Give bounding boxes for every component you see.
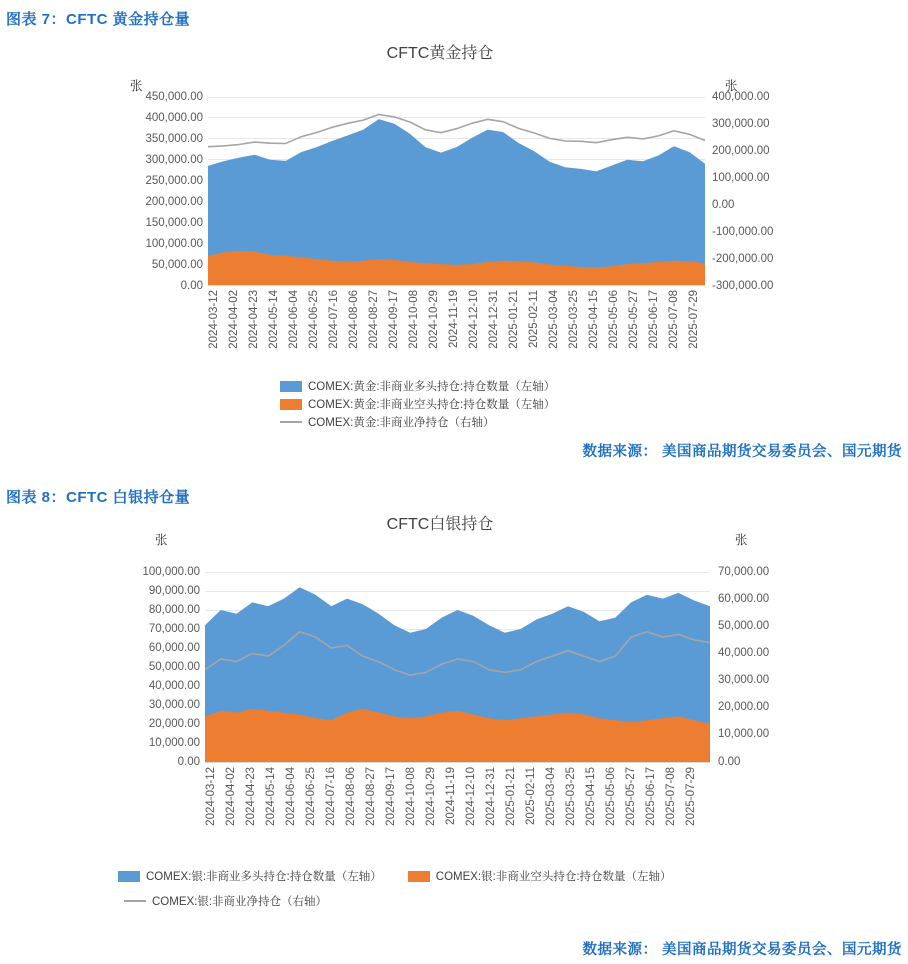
- x-tick: 2024-12-31: [488, 290, 500, 349]
- legend-swatch-long-icon: [118, 871, 140, 882]
- y-tick-left: 0.00: [180, 280, 203, 292]
- legend-swatch-long-icon: [280, 381, 302, 392]
- y-tick-right: -200,000.00: [712, 253, 774, 265]
- y-tick-right: 300,000.00: [712, 118, 770, 130]
- y-tick-left: 350,000.00: [145, 133, 203, 145]
- legend-item[interactable]: [118, 868, 382, 884]
- y-tick-left: 40,000.00: [148, 680, 200, 692]
- y-tick-right: 60,000.00: [718, 593, 770, 605]
- x-tick: 2025-06-17: [648, 290, 660, 349]
- x-tick: 2024-06-04: [288, 290, 300, 349]
- axis-baseline: [208, 285, 705, 286]
- x-tick: 2024-06-25: [305, 767, 317, 826]
- x-tick: 2025-03-25: [568, 290, 580, 349]
- y-tick-right: 50,000.00: [718, 620, 770, 632]
- x-tick: 2025-04-15: [588, 290, 600, 349]
- y-tick-right: -100,000.00: [712, 226, 774, 238]
- x-tick: 2024-09-17: [385, 767, 397, 826]
- gold-legend: [280, 378, 555, 430]
- x-tick: 2024-11-19: [448, 290, 460, 348]
- gold-plot-area: [0, 34, 908, 424]
- legend-label: COMEX:银:非商业多头持仓:持仓数量（左轴）: [146, 871, 382, 883]
- y-tick-right: 40,000.00: [718, 647, 770, 659]
- x-tick: 2025-07-08: [668, 290, 680, 349]
- x-tick: 2024-04-02: [225, 767, 237, 826]
- silver-legend: [118, 868, 798, 909]
- x-tick: 2025-05-06: [605, 767, 617, 826]
- x-tick: 2024-03-12: [208, 290, 220, 349]
- silver-right-axis-unit: 张: [735, 533, 748, 547]
- x-tick: 2025-07-08: [665, 767, 677, 826]
- x-tick: 2024-10-29: [428, 290, 440, 349]
- y-tick-left: 250,000.00: [145, 175, 203, 187]
- x-tick: 2025-01-21: [505, 767, 517, 826]
- legend-item[interactable]: [280, 378, 555, 394]
- y-tick-right: 400,000.00: [712, 91, 770, 103]
- silver-left-axis-unit: 张: [155, 533, 168, 547]
- chart-gold-cftc: [0, 34, 908, 429]
- legend-swatch-net-icon: [124, 900, 146, 902]
- legend-item[interactable]: [124, 893, 798, 909]
- x-tick: 2025-01-21: [508, 290, 520, 349]
- y-tick-left: 50,000.00: [151, 259, 203, 271]
- silver-chart-title: CFTC白银持仓: [386, 516, 494, 533]
- x-tick: 2025-05-27: [628, 290, 640, 349]
- x-tick: 2024-10-08: [405, 767, 417, 826]
- x-tick: 2024-04-02: [228, 290, 240, 349]
- x-tick: 2024-05-14: [268, 290, 280, 349]
- figure-8-caption: 图表 8：CFTC 白银持仓量: [6, 489, 191, 506]
- y-tick-left: 100,000.00: [142, 566, 200, 578]
- axis-baseline: [205, 762, 710, 763]
- y-tick-left: 400,000.00: [145, 112, 203, 124]
- x-tick: 2024-05-14: [265, 767, 277, 826]
- x-tick: 2025-05-27: [625, 767, 637, 826]
- x-tick: 2024-03-12: [205, 767, 217, 826]
- gold-chart-title: CFTC黄金持仓: [386, 45, 494, 62]
- x-tick: 2025-06-17: [645, 767, 657, 826]
- y-tick-right: 0.00: [712, 199, 735, 211]
- x-tick: 2025-02-11: [525, 767, 537, 825]
- x-tick: 2025-03-04: [548, 290, 560, 349]
- y-tick-right: 0.00: [718, 756, 741, 768]
- y-tick-left: 200,000.00: [145, 196, 203, 208]
- y-tick-left: 60,000.00: [148, 642, 200, 654]
- y-tick-left: 70,000.00: [148, 623, 200, 635]
- legend-item[interactable]: [280, 396, 555, 412]
- figure-7-source: 数据来源： 美国商品期货交易委员会、国元期货: [582, 444, 902, 460]
- figure-8-source: 数据来源： 美国商品期货交易委员会、国元期货: [582, 942, 902, 958]
- x-tick: 2024-11-19: [445, 767, 457, 825]
- x-tick: 2025-03-04: [545, 767, 557, 826]
- y-tick-right: 20,000.00: [718, 701, 770, 713]
- x-tick: 2024-08-06: [348, 290, 360, 349]
- y-tick-left: 450,000.00: [145, 91, 203, 103]
- y-tick-left: 50,000.00: [148, 661, 200, 673]
- x-tick: 2025-03-25: [565, 767, 577, 826]
- y-tick-right: 100,000.00: [712, 172, 770, 184]
- x-tick: 2024-08-27: [365, 767, 377, 826]
- y-tick-left: 30,000.00: [148, 699, 200, 711]
- y-tick-left: 10,000.00: [148, 737, 200, 749]
- x-tick: 2024-04-23: [245, 767, 257, 826]
- y-tick-right: 200,000.00: [712, 145, 770, 157]
- x-tick: 2024-12-10: [465, 767, 477, 826]
- legend-label: COMEX:银:非商业空头持仓:持仓数量（左轴）: [435, 871, 672, 883]
- figure-7-caption: 图表 7：CFTC 黄金持仓量: [6, 11, 191, 28]
- gold-right-axis-unit: 张: [725, 79, 738, 93]
- x-tick: 2025-02-11: [528, 290, 540, 348]
- gold-left-axis-unit: 张: [130, 79, 143, 93]
- x-tick: 2024-06-04: [285, 767, 297, 826]
- legend-label: COMEX:银:非商业净持仓（右轴）: [152, 896, 328, 908]
- x-tick: 2024-10-08: [408, 290, 420, 349]
- x-tick: 2024-08-06: [345, 767, 357, 826]
- y-tick-left: 150,000.00: [145, 217, 203, 229]
- y-tick-left: 80,000.00: [148, 604, 200, 616]
- y-tick-left: 0.00: [177, 756, 200, 768]
- silver-series-canvas: [205, 572, 710, 762]
- y-tick-left: 100,000.00: [145, 238, 203, 250]
- x-tick: 2024-06-25: [308, 290, 320, 349]
- x-tick: 2025-04-15: [585, 767, 597, 826]
- x-tick: 2025-07-29: [688, 290, 700, 349]
- x-tick: 2025-05-06: [608, 290, 620, 349]
- y-tick-left: 90,000.00: [148, 585, 200, 597]
- legend-swatch-net-icon: [280, 421, 302, 423]
- legend-item[interactable]: [408, 868, 672, 884]
- y-tick-left: 300,000.00: [145, 154, 203, 166]
- x-tick: 2024-04-23: [248, 290, 260, 349]
- legend-label: COMEX:黄金:非商业多头持仓:持仓数量（左轴）: [308, 381, 556, 393]
- y-tick-right: -300,000.00: [712, 280, 774, 292]
- legend-item[interactable]: [280, 414, 555, 430]
- chart-silver-cftc: [0, 505, 908, 935]
- legend-swatch-short-icon: [408, 871, 430, 882]
- x-tick: 2024-12-31: [485, 767, 497, 826]
- x-tick: 2024-12-10: [468, 290, 480, 349]
- x-tick: 2024-07-16: [325, 767, 337, 826]
- y-tick-right: 30,000.00: [718, 674, 770, 686]
- legend-swatch-short-icon: [280, 399, 302, 410]
- y-tick-left: 20,000.00: [148, 718, 200, 730]
- x-tick: 2024-10-29: [425, 767, 437, 826]
- x-tick: 2025-07-29: [685, 767, 697, 826]
- y-tick-right: 10,000.00: [718, 728, 770, 740]
- legend-label: COMEX:黄金:非商业空头持仓:持仓数量（左轴）: [308, 399, 556, 411]
- x-tick: 2024-09-17: [388, 290, 400, 349]
- x-tick: 2024-08-27: [368, 290, 380, 349]
- y-tick-right: 70,000.00: [718, 566, 770, 578]
- gold-series-canvas: [208, 97, 705, 285]
- legend-label: COMEX:黄金:非商业净持仓（右轴）: [308, 417, 495, 429]
- x-tick: 2024-07-16: [328, 290, 340, 349]
